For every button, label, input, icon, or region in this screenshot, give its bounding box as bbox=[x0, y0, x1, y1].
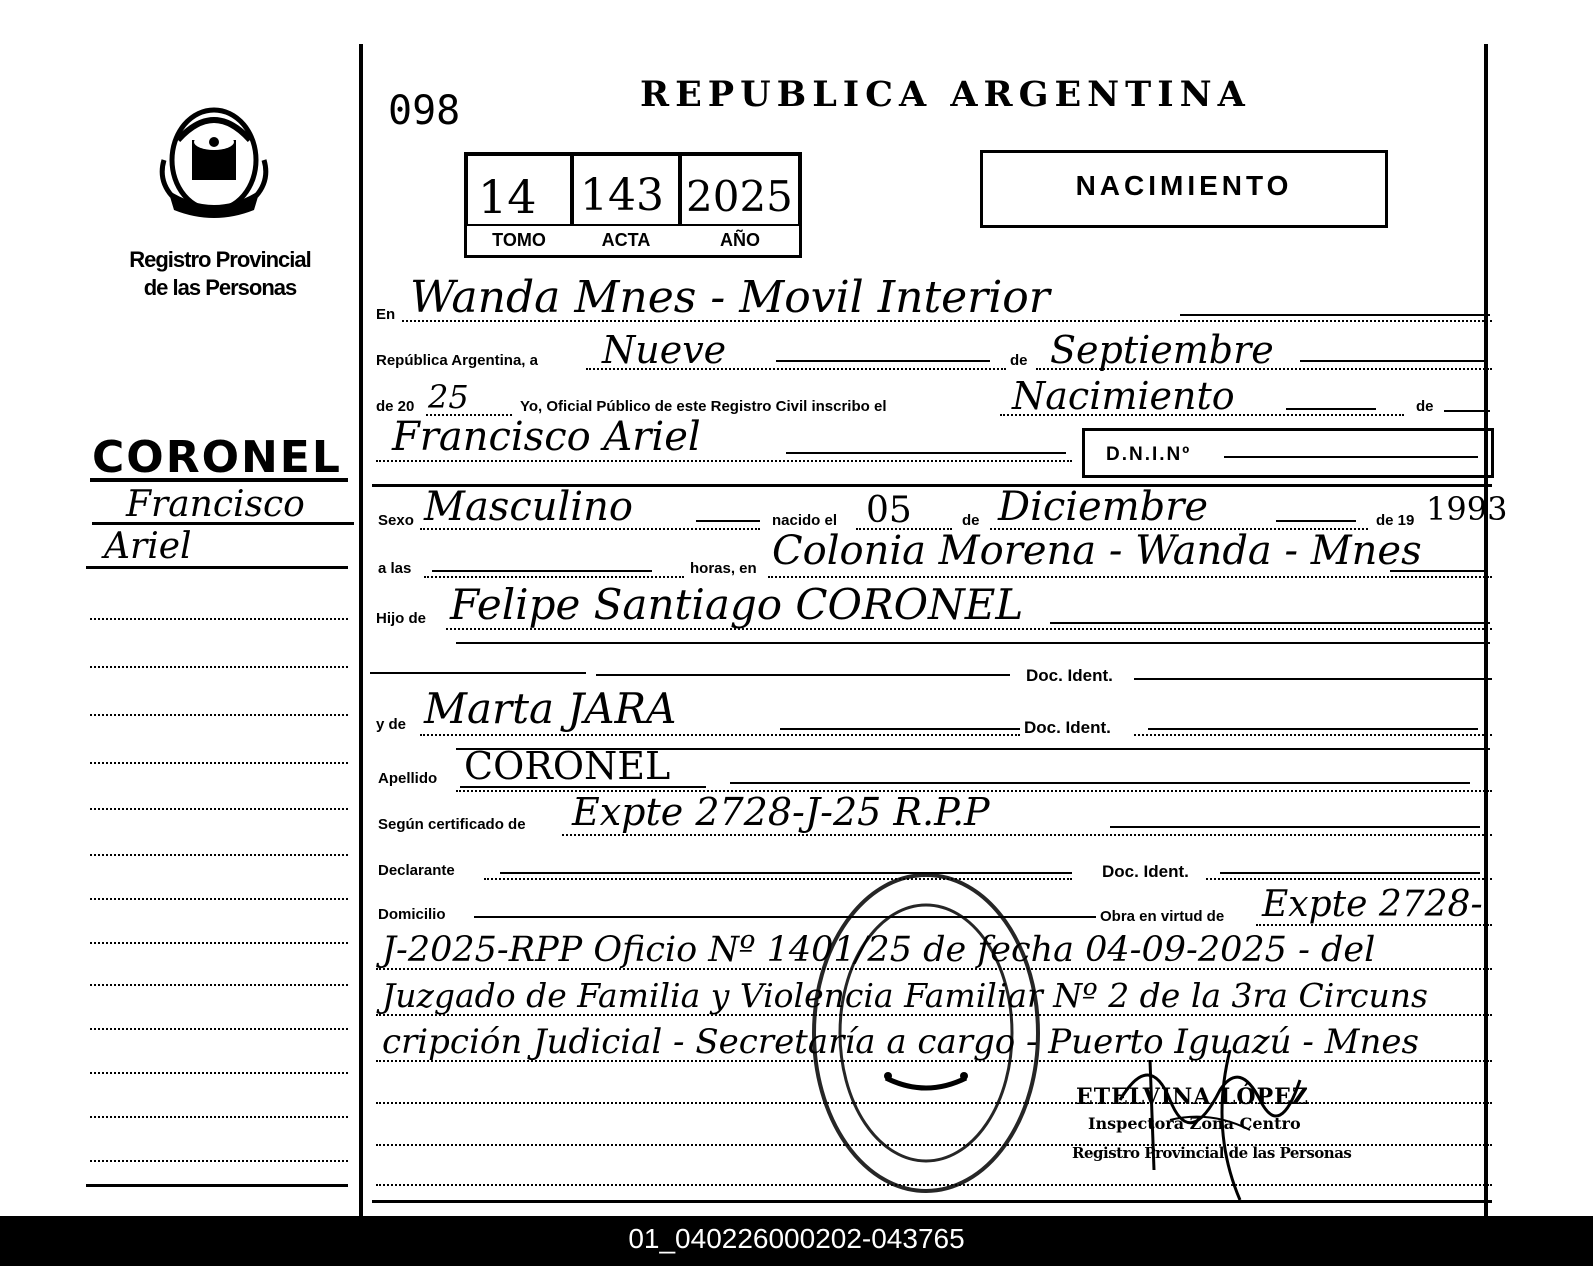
margin-line bbox=[86, 566, 348, 569]
line-lugar-nac bbox=[768, 576, 1492, 578]
line-a-las bbox=[432, 570, 652, 572]
page-number: 098 bbox=[388, 88, 461, 134]
line-a-las bbox=[424, 576, 684, 578]
line-en bbox=[1180, 314, 1490, 316]
margin-line bbox=[90, 1028, 348, 1030]
line-padre bbox=[446, 628, 1492, 630]
margin-line bbox=[90, 618, 348, 620]
line-certificado bbox=[1110, 826, 1480, 828]
signature-office: Registro Provincial de las Personas bbox=[1072, 1144, 1352, 1162]
margin-line bbox=[90, 1072, 348, 1074]
registry-name bbox=[110, 246, 330, 302]
label-dni: D.N.I.Nº bbox=[1106, 444, 1192, 465]
line-doc1 bbox=[1134, 678, 1492, 680]
entry-certificado: Expte 2728-J-25 R.P.P bbox=[572, 790, 990, 834]
line-madre bbox=[780, 728, 1020, 730]
margin-line bbox=[92, 522, 354, 525]
entry-obra-line4: cripción Judicial - Secretaría a cargo - Puerto Iguazú - Mnes bbox=[382, 1022, 1419, 1062]
label-doc3: Doc. Ident. bbox=[1102, 862, 1189, 881]
margin-line bbox=[90, 1116, 348, 1118]
label-declarante: Declarante bbox=[378, 862, 455, 879]
entry-acto: Nacimiento bbox=[1012, 374, 1235, 418]
tomo-label: TOMO bbox=[492, 230, 546, 250]
label-yde: y de bbox=[376, 716, 407, 733]
line-obra bbox=[1256, 924, 1492, 926]
line-doc2 bbox=[1148, 728, 1478, 730]
line-apellido bbox=[460, 786, 706, 788]
line-madre bbox=[420, 734, 1020, 736]
entry-lugar: Wanda Mnes - Movil Interior bbox=[410, 272, 1050, 323]
signature-title: Inspectora Zona Centro bbox=[1088, 1114, 1301, 1133]
label-en: En bbox=[376, 306, 396, 323]
entry-lugar-nac: Colonia Morena - Wanda - Mnes bbox=[772, 528, 1422, 574]
acta-value: 143 bbox=[580, 170, 664, 221]
entry-obra-line3: Juzgado de Familia y Violencia Familiar Nº 2 de la 3ra Circuns bbox=[382, 976, 1428, 1015]
line-sexo bbox=[420, 528, 760, 530]
margin-given2: Ariel bbox=[104, 526, 192, 567]
signature-name: ETELVINA LÓPEZ bbox=[1076, 1084, 1309, 1110]
margin-line bbox=[90, 854, 348, 856]
line-dia bbox=[586, 368, 1006, 370]
margin-line bbox=[90, 808, 348, 810]
label-doc2: Doc. Ident. bbox=[1024, 718, 1111, 737]
margin-line bbox=[90, 984, 348, 986]
line-nombre bbox=[786, 452, 1066, 454]
entry-nombre: Francisco Ariel bbox=[392, 414, 701, 460]
label-republica: República Argentina, a bbox=[376, 352, 538, 369]
line-acto bbox=[1286, 408, 1376, 410]
label-hijo: Hijo de bbox=[376, 610, 427, 627]
margin-line bbox=[90, 1160, 348, 1162]
coat-of-arms-icon bbox=[158, 100, 270, 226]
line-lugar-nac bbox=[1390, 570, 1486, 572]
entry-padre: Felipe Santiago CORONEL bbox=[450, 580, 1024, 629]
registry-name-line1: Registro Provincial bbox=[129, 247, 311, 272]
margin-line bbox=[90, 898, 348, 900]
margin-surname: CORONEL bbox=[92, 432, 342, 483]
line-apellido bbox=[730, 782, 1470, 784]
margin-line bbox=[86, 1184, 348, 1187]
acta-label: ACTA bbox=[601, 230, 651, 250]
entry-dia: Nueve bbox=[602, 328, 727, 372]
line-doc1 bbox=[370, 672, 586, 674]
line-nac-mes bbox=[1276, 520, 1356, 522]
line-doc3 bbox=[1206, 878, 1492, 880]
line-sexo bbox=[696, 520, 760, 522]
line-mes bbox=[1036, 368, 1492, 370]
line-mes bbox=[1300, 360, 1488, 362]
entry-obra-line2: J-2025-RPP Oficio Nº 1401/25 de fecha 04-09-2025 - del bbox=[382, 930, 1376, 970]
tomo-value: 14 bbox=[478, 170, 537, 224]
margin-line bbox=[90, 942, 348, 944]
line-doc3 bbox=[1220, 872, 1480, 874]
line-padre bbox=[456, 642, 1490, 644]
entry-anio: 25 bbox=[428, 378, 469, 416]
entry-obra: Expte 2728- bbox=[1262, 884, 1483, 925]
label-obra: Obra en virtud de bbox=[1100, 908, 1225, 925]
label-de19: de 19 bbox=[1376, 512, 1415, 529]
label-apellido: Apellido bbox=[378, 770, 438, 787]
label-horas: horas, en bbox=[690, 560, 757, 577]
margin-line bbox=[90, 478, 348, 482]
entry-nac-mes: Diciembre bbox=[998, 484, 1209, 530]
line-de-end bbox=[1444, 410, 1490, 412]
official-stamp-icon bbox=[806, 868, 1046, 1198]
margin-given1: Francisco bbox=[126, 484, 305, 525]
entry-apellido: CORONEL bbox=[464, 744, 671, 788]
label-segun: Según certificado de bbox=[378, 816, 526, 833]
label-de-end: de bbox=[1416, 398, 1434, 415]
label-de2: de bbox=[962, 512, 980, 529]
line-doc2 bbox=[1134, 734, 1492, 736]
left-column-divider bbox=[359, 44, 363, 1216]
line-dia bbox=[776, 360, 990, 362]
anio-label: AÑO bbox=[720, 230, 760, 250]
line-nombre bbox=[376, 460, 1072, 462]
line-acto bbox=[1000, 414, 1404, 416]
entry-madre: Marta JARA bbox=[424, 684, 677, 733]
label-a-las: a las bbox=[378, 560, 412, 577]
right-border bbox=[1484, 44, 1488, 1216]
label-nacido: nacido el bbox=[772, 512, 838, 529]
line-padre bbox=[1050, 622, 1490, 624]
label-doc1: Doc. Ident. bbox=[1026, 666, 1113, 685]
label-sexo: Sexo bbox=[378, 512, 414, 529]
entry-mes: Septiembre bbox=[1050, 328, 1274, 372]
entry-sexo: Masculino bbox=[424, 484, 633, 530]
label-de20: de 20 bbox=[376, 398, 415, 415]
entry-nac-anio: 1993 bbox=[1426, 490, 1508, 528]
anio-value: 2025 bbox=[686, 172, 793, 221]
line-dni bbox=[1224, 456, 1478, 458]
margin-line bbox=[90, 762, 348, 764]
margin-line bbox=[90, 714, 348, 716]
label-yo: Yo, Oficial Público de este Registro Civil inscribo el bbox=[520, 398, 887, 415]
margin-line bbox=[90, 666, 348, 668]
line-certificado bbox=[562, 834, 1492, 836]
country-title: REPUBLICA ARGENTINA bbox=[640, 74, 1251, 115]
label-de: de bbox=[1010, 352, 1028, 369]
entry-nac-dia: 05 bbox=[866, 490, 912, 531]
line-en bbox=[402, 320, 1492, 322]
line-doc1 bbox=[596, 674, 1010, 676]
document-type: NACIMIENTO bbox=[1075, 170, 1293, 201]
registry-name-line2: de las Personas bbox=[143, 275, 297, 300]
label-domicilio: Domicilio bbox=[378, 906, 446, 923]
footer-code: 01_040226000202-043765 bbox=[0, 1216, 1593, 1266]
